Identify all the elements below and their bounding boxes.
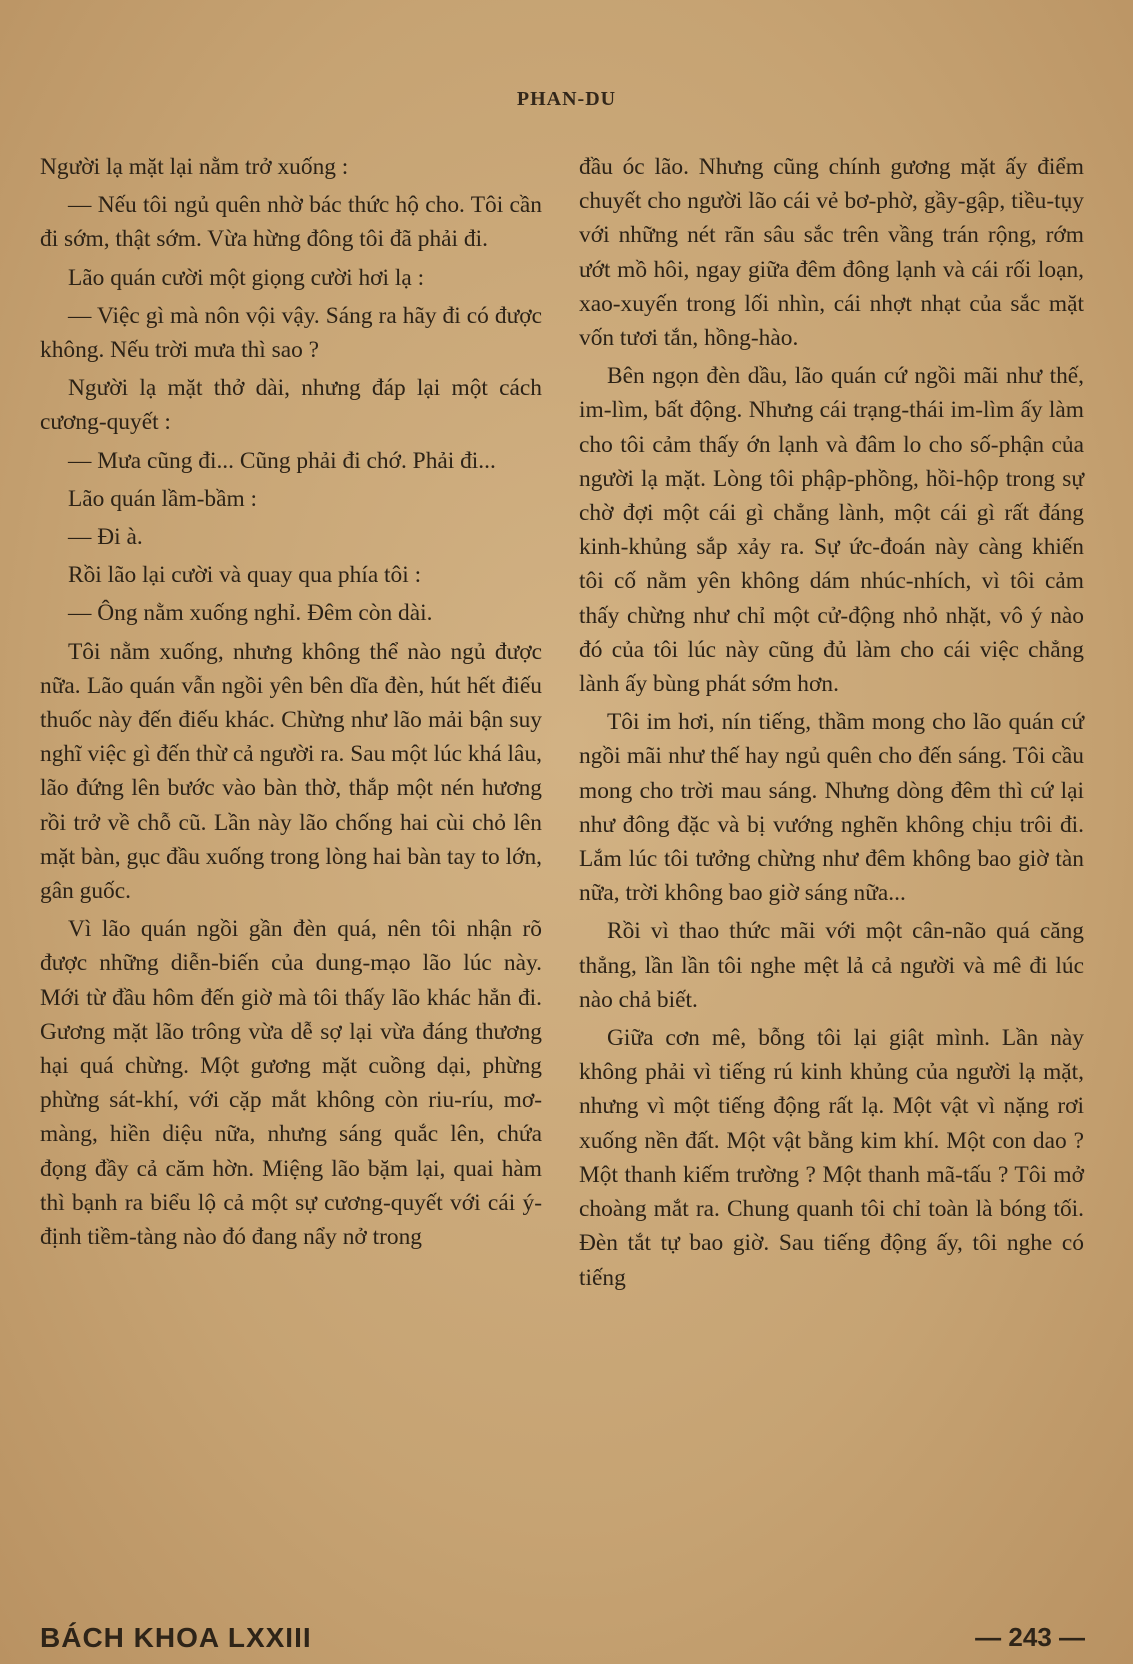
paragraph: Rồi lão lại cười và quay qua phía tôi : [68, 562, 422, 589]
left-text-column [40, 150, 542, 1258]
publication-name: BÁCH KHOA LXXIII [40, 1622, 312, 1653]
paragraph: Bên ngọn đèn dầu, lão quán cứ ngồi mãi như thế, im-lìm, bất động. Nhưng cái trạng-thái im-lìm ấy làm cho tôi cảm thấy ớn lạnh và đâm lo cho số-phận của người lạ mặt. Lòng tôi phập-phồng, hồi-hộp trong sự chờ đợi một cái gì chẳng lành, một cái gì rất đáng kinh-khủng sắp xảy ra. Sự ức-đoán này càng khiến tôi cố nằm yên không dám nhúc-nhích, vì tôi cảm thấy chừng như chỉ một cử-động nhỏ nhặt, vô ý nào đó của tôi lúc này cũng đủ làm cho cái việc chẳng lành ấy bùng phát sớm hơn. [579, 363, 1084, 698]
paragraph: Tôi nằm xuống, nhưng không thể nào ngủ được nữa. Lão quán vẫn ngồi yên bên dĩa đèn, hút hết điếu thuốc này đến điếu khác. Chừng như lão mải bận suy nghĩ việc gì đến thừ cả người ra. Sau một lúc khá lâu, lão đứng lên bước vào bàn thờ, thắp một nén hương rồi trở về chỗ cũ. Lần này lão chống hai cùi chỏ lên mặt bàn, gục đầu xuống trong lòng hai bàn tay to lớn, gân guốc. [40, 638, 542, 905]
paragraph: — Ông nằm xuống nghỉ. Đêm còn dài. [68, 600, 433, 627]
paragraph: Người lạ mặt lại nằm trở xuống : [40, 154, 349, 180]
paragraph: Rồi vì thao thức mãi với một cân-não quá căng thẳng, lần lần tôi nghe mệt lả cả người và mê đi lúc nào chả biết. [579, 918, 1084, 1013]
paragraph: — Nếu tôi ngủ quên nhờ bác thức hộ cho. Tôi cần đi sớm, thật sớm. Vừa hừng đông tôi đã phải đi. [40, 192, 542, 253]
paragraph: đầu óc lão. Nhưng cũng chính gương mặt ấy điểm chuyết cho người lão cái vẻ bơ-phờ, gầy-gập, tiều-tụy với những nét rãn sâu sắc trên vầng trán rộng, rớm ướt mồ hôi, ngay giữa đêm đông lạnh và cái rối loạn, xao-xuyến trong lối nhìn, cái nhợt nhạt của sắc mặt vốn tươi tắn, hồng-hào. [579, 154, 1084, 352]
paragraph: Vì lão quán ngồi gần đèn quá, nên tôi nhận rõ được những diễn-biến của dung-mạo lão lúc này. Mới từ đầu hôm đến giờ mà tôi thấy lão khác hẳn đi. Gương mặt lão trông vừa dễ sợ lại vừa đáng thương hại quá chừng. Một gương mặt cuồng dại, phừng phừng sát-khí, với cặp mắt không còn riu-ríu, mơ-màng, hiền diệu nữa, nhưng sáng quắc lên, chứa đọng đầy cả căm hờn. Miệng lão bặm lại, quai hàm thì bạnh ra biểu lộ cả một sự cương-quyết với cái ý-định tiềm-tàng nào đó đang nẩy nở trong [40, 916, 542, 1251]
paragraph: Giữa cơn mê, bỗng tôi lại giật mình. Lần này không phải vì tiếng rú kinh khủng của người lạ mặt, nhưng vì một tiếng động rất lạ. Một vật vì nặng rơi xuống nền đất. Một vật bằng kim khí. Một con dao ? Một thanh kiếm trường ? Một thanh mã-tấu ? Tôi mở choàng mắt ra. Chung quanh tôi chỉ toàn là bóng tối. Đèn tắt tự bao giờ. Sau tiếng động ấy, tôi nghe có tiếng [579, 1025, 1084, 1291]
right-text-column [579, 150, 1084, 1299]
paragraph: — Mưa cũng đi... Cũng phải đi chớ. Phải đi... [68, 447, 496, 474]
page-number: — 243 — [975, 1622, 1085, 1652]
paragraph: Lão quán lầm-bầm : [68, 485, 258, 512]
paragraph: Người lạ mặt thở dài, nhưng đáp lại một cách cương-quyết : [40, 375, 542, 436]
paragraph: — Đi à. [68, 524, 143, 551]
paragraph: Lão quán cười một giọng cười hơi lạ : [68, 264, 425, 291]
paragraph: Tôi im hơi, nín tiếng, thầm mong cho lão quán cứ ngồi mãi như thế hay ngủ quên cho đến sáng. Tôi cầu mong cho trời mau sáng. Nhưng dòng đêm thì cứ lại như đông đặc và bị vướng nghẽn không chịu trôi đi. Lắm lúc tôi tưởng chừng như đêm không bao giờ tàn nữa, trời không bao giờ sáng nữa... [579, 709, 1084, 907]
running-title: PHAN-DU [516, 88, 617, 110]
paragraph: — Việc gì mà nôn vội vậy. Sáng ra hãy đi có được không. Nếu trời mưa thì sao ? [40, 302, 542, 364]
